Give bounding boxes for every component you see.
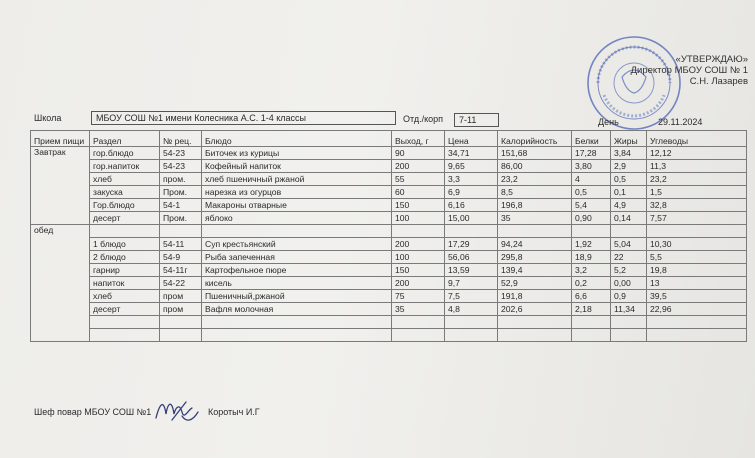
cell-price: 6,9 (445, 186, 498, 199)
approval-title: «УТВЕРЖДАЮ» (675, 54, 748, 65)
date-value: 29.11.2024 (658, 117, 703, 127)
cell-fat: 11,34 (611, 303, 647, 316)
cell-empty (202, 329, 392, 342)
table-row (31, 238, 747, 251)
cell-weight: 55 (392, 173, 445, 186)
cell-empty (611, 329, 647, 342)
cell-weight: 200 (392, 160, 445, 173)
cell-calories: 86,00 (498, 160, 572, 173)
cell-weight: 60 (392, 186, 445, 199)
cell-empty (445, 329, 498, 342)
cell-protein: 18,9 (572, 251, 611, 264)
cell-carbs: 23,2 (647, 173, 747, 186)
cell-empty (647, 316, 747, 329)
cell-empty (572, 225, 611, 238)
cell-calories: 23,2 (498, 173, 572, 186)
cell-carbs: 12,12 (647, 147, 747, 160)
cell-recipe: 54-23 (160, 160, 202, 173)
cell-carbs: 19,8 (647, 264, 747, 277)
cell-empty (647, 329, 747, 342)
table-row (31, 316, 747, 329)
cell-weight: 100 (392, 212, 445, 225)
cell-recipe: 54-22 (160, 277, 202, 290)
cell-dish: Пшеничный,ржаной (202, 290, 392, 303)
meal-lunch: обед (31, 225, 90, 342)
table-row (31, 186, 747, 199)
cell-protein: 0,90 (572, 212, 611, 225)
cell-empty (90, 225, 160, 238)
table-row (31, 277, 747, 290)
cell-fat: 0,00 (611, 277, 647, 290)
cell-fat: 2,9 (611, 160, 647, 173)
cell-price: 9,7 (445, 277, 498, 290)
cell-calories: 191,8 (498, 290, 572, 303)
cell-empty (90, 329, 160, 342)
cell-dish: яблоко (202, 212, 392, 225)
cell-calories: 52,9 (498, 277, 572, 290)
cell-section: хлеб (90, 290, 160, 303)
cell-empty (202, 316, 392, 329)
cell-carbs: 10,30 (647, 238, 747, 251)
table-row (31, 251, 747, 264)
cell-calories: 139,4 (498, 264, 572, 277)
cell-empty (611, 316, 647, 329)
cell-recipe: пром. (160, 173, 202, 186)
cell-price: 34,71 (445, 147, 498, 160)
cell-protein: 3,80 (572, 160, 611, 173)
cell-fat: 0,9 (611, 290, 647, 303)
cell-section: гор.напиток (90, 160, 160, 173)
cell-calories: 295,8 (498, 251, 572, 264)
cell-recipe: 54-11 (160, 238, 202, 251)
breakfast-rows (31, 147, 747, 225)
table-row (31, 199, 747, 212)
cell-recipe: пром (160, 303, 202, 316)
cell-empty (611, 225, 647, 238)
cell-empty (392, 225, 445, 238)
cell-carbs: 1,5 (647, 186, 747, 199)
cell-weight: 200 (392, 277, 445, 290)
cell-section: десерт (90, 212, 160, 225)
cell-empty (202, 225, 392, 238)
cell-recipe: 54-1 (160, 199, 202, 212)
cell-fat: 3,84 (611, 147, 647, 160)
cell-protein: 1,92 (572, 238, 611, 251)
cell-weight: 100 (392, 251, 445, 264)
cell-dish: Рыба запеченная (202, 251, 392, 264)
cell-dish: Биточек из курицы (202, 147, 392, 160)
cell-dish: Макароны отварные (202, 199, 392, 212)
cell-carbs: 13 (647, 277, 747, 290)
cell-calories: 196,8 (498, 199, 572, 212)
col-fat: Жиры (611, 131, 647, 147)
chef-name: Коротыч И.Г (208, 407, 260, 417)
cell-protein: 5,4 (572, 199, 611, 212)
cell-recipe: 54-23 (160, 147, 202, 160)
cell-section: хлеб (90, 173, 160, 186)
cell-section: Гор.блюдо (90, 199, 160, 212)
cell-empty (90, 316, 160, 329)
approval-name: С.Н. Лазарев (689, 76, 748, 87)
cell-empty (498, 329, 572, 342)
cell-empty (160, 225, 202, 238)
cell-carbs: 11,3 (647, 160, 747, 173)
chef-label: Шеф повар МБОУ СОШ №1 (34, 407, 152, 417)
cell-empty (160, 316, 202, 329)
table-row (31, 147, 747, 160)
cell-weight: 200 (392, 238, 445, 251)
approval-position: Директор МБОУ СОШ № 1 (630, 65, 748, 76)
cell-section: гор.блюдо (90, 147, 160, 160)
cell-calories: 151,68 (498, 147, 572, 160)
cell-protein: 3,2 (572, 264, 611, 277)
cell-protein: 4 (572, 173, 611, 186)
day-label: День (598, 117, 619, 127)
cell-section: закуска (90, 186, 160, 199)
table-row (31, 225, 747, 238)
cell-protein: 2,18 (572, 303, 611, 316)
cell-fat: 0,1 (611, 186, 647, 199)
cell-empty (445, 225, 498, 238)
cell-fat: 0,5 (611, 173, 647, 186)
table-header (31, 131, 747, 147)
table-row (31, 329, 747, 342)
cell-section: напиток (90, 277, 160, 290)
cell-fat: 5,2 (611, 264, 647, 277)
cell-section: гарнир (90, 264, 160, 277)
cell-price: 13,59 (445, 264, 498, 277)
cell-empty (160, 329, 202, 342)
table-row (31, 303, 747, 316)
cell-carbs: 39,5 (647, 290, 747, 303)
col-section: Раздел (90, 131, 160, 147)
cell-price: 7,5 (445, 290, 498, 303)
dept-label: Отд./корп (403, 114, 443, 124)
col-dish: Блюдо (202, 131, 392, 147)
table-row (31, 290, 747, 303)
col-price: Цена (445, 131, 498, 147)
cell-recipe: Пром. (160, 212, 202, 225)
cell-fat: 5,04 (611, 238, 647, 251)
cell-carbs: 22,96 (647, 303, 747, 316)
cell-carbs: 5,5 (647, 251, 747, 264)
cell-calories: 35 (498, 212, 572, 225)
table-row (31, 212, 747, 225)
table-row (31, 160, 747, 173)
col-carbs: Углеводы (647, 131, 747, 147)
cell-price: 6,16 (445, 199, 498, 212)
cell-empty (647, 225, 747, 238)
cell-dish: Кофейный напиток (202, 160, 392, 173)
cell-carbs: 7,57 (647, 212, 747, 225)
cell-carbs: 32,8 (647, 199, 747, 212)
cell-dish: Суп крестьянский (202, 238, 392, 251)
col-meal: Прием пищи (31, 131, 90, 147)
cell-fat: 22 (611, 251, 647, 264)
lunch-rows (31, 225, 747, 342)
cell-dish: нарезка из огурцов (202, 186, 392, 199)
cell-calories: 8,5 (498, 186, 572, 199)
cell-fat: 4,9 (611, 199, 647, 212)
school-label: Школа (34, 113, 62, 123)
cell-protein: 6,6 (572, 290, 611, 303)
cell-price: 17,29 (445, 238, 498, 251)
dept-field: 7-11 (454, 113, 499, 127)
cell-empty (392, 316, 445, 329)
meal-breakfast: Завтрак (31, 147, 90, 225)
cell-protein: 17,28 (572, 147, 611, 160)
cell-dish: Вафля молочная (202, 303, 392, 316)
cell-section: десерт (90, 303, 160, 316)
school-field: МБОУ СОШ №1 имени Колесника А.С. 1-4 классы (91, 111, 396, 125)
menu-table (30, 130, 747, 342)
cell-empty (572, 316, 611, 329)
approval-block (598, 54, 748, 87)
cell-weight: 150 (392, 264, 445, 277)
cell-dish: хлеб пшеничный ржаной (202, 173, 392, 186)
cell-recipe: пром (160, 290, 202, 303)
cell-section: 2 блюдо (90, 251, 160, 264)
cell-dish: кисель (202, 277, 392, 290)
cell-empty (498, 225, 572, 238)
col-recipe: № рец. (160, 131, 202, 147)
table-row (31, 173, 747, 186)
cell-empty (572, 329, 611, 342)
cell-price: 15,00 (445, 212, 498, 225)
cell-price: 3,3 (445, 173, 498, 186)
col-weight: Выход, г (392, 131, 445, 147)
col-calories: Калорийность (498, 131, 572, 147)
cell-empty (392, 329, 445, 342)
cell-weight: 90 (392, 147, 445, 160)
cell-price: 9,65 (445, 160, 498, 173)
cell-weight: 150 (392, 199, 445, 212)
col-protein: Белки (572, 131, 611, 147)
cell-recipe: 54-11г (160, 264, 202, 277)
signature (152, 396, 204, 426)
table-row (31, 264, 747, 277)
cell-calories: 94,24 (498, 238, 572, 251)
cell-weight: 35 (392, 303, 445, 316)
cell-protein: 0,5 (572, 186, 611, 199)
cell-protein: 0,2 (572, 277, 611, 290)
cell-empty (498, 316, 572, 329)
cell-price: 56,06 (445, 251, 498, 264)
cell-price: 4,8 (445, 303, 498, 316)
cell-fat: 0,14 (611, 212, 647, 225)
cell-calories: 202,6 (498, 303, 572, 316)
cell-dish: Картофельное пюре (202, 264, 392, 277)
cell-recipe: 54-9 (160, 251, 202, 264)
cell-section: 1 блюдо (90, 238, 160, 251)
cell-recipe: Пром. (160, 186, 202, 199)
cell-empty (445, 316, 498, 329)
cell-weight: 75 (392, 290, 445, 303)
